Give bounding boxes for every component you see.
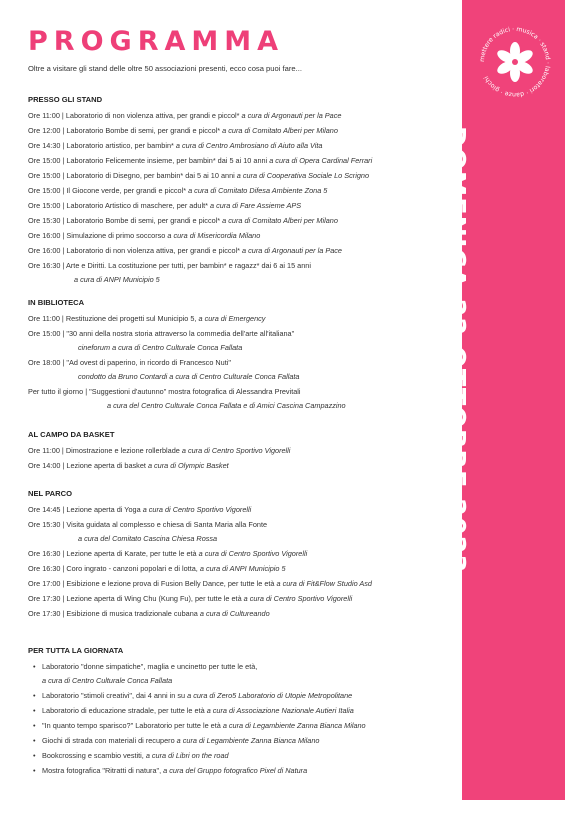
stand-item: Ore 15:00 | Laboratorio Artistico di maschere, per adult* a cura di Fare Assieme APS [28,201,302,210]
parco-item-detail: a cura del Comitato Cascina Chiesa Rossa [78,534,218,543]
section-heading-basket: AL CAMPO DA BASKET [28,430,115,439]
page-title: PROGRAMMA [28,26,285,57]
stand-item: Ore 16:00 | Laboratorio di non violenza attiva, per grandi e piccol* a cura di Argonauti per la Pace [28,246,342,255]
bullet-dot: • [33,751,36,760]
stand-item: Ore 16:30 | Arte e Diritti. La costituzione per tutti, per bambin* e ragazz* dai 6 ai 15 anni [28,261,311,270]
stand-item: Ore 11:00 | Laboratorio di non violenza attiva, per grandi e piccol* a cura di Argonauti per la Pace [28,111,342,120]
parco-item: Ore 14:45 | Lezione aperta di Yoga a cura di Centro Sportivo Vigorelli [28,505,252,514]
giornata-item-detail: a cura di Centro Culturale Conca Fallata [42,676,173,685]
logo-ring-text: mettere radici · musica · stand · laboratori · danze · giochi [478,25,552,99]
basket-item: Ore 11:00 | Dimostrazione e lezione rollerblade a cura di Centro Sportivo Vigorelli [28,446,291,455]
stand-item: Ore 16:00 | Simulazione di primo soccorso a cura di Misericordia Milano [28,231,261,240]
parco-item: Ore 17:30 | Lezione aperta di Wing Chu (Kung Fu), per tutte le età a cura di Centro Sportivo Vigorelli [28,594,353,603]
event-date: DOMENICA 22 OTTOBRE 2023 [440,126,470,574]
parco-item: Ore 17:00 | Esibizione e lezione prova di Fusion Belly Dance, per tutte le età a cura di Fit&Flow Studio Asd [28,579,372,588]
bullet-dot: • [33,766,36,775]
stand-item: Ore 15:00 | Il Giocone verde, per grandi e piccol* a cura di Comitato Difesa Ambiente Zona 5 [28,186,328,195]
stand-item: Ore 14:30 | Laboratorio artistico, per bambin* a cura di Centro Ambrosiano di Aiuto alla Vita [28,141,323,150]
section-heading-parco: NEL PARCO [28,489,73,498]
stand-item-continuation: a cura di ANPI Municipio 5 [74,275,160,284]
event-title [408,126,478,820]
program-column: PROGRAMMA Oltre a visitare gli stand delle oltre 50 associazioni presenti, ecco cosa puoi fare... PRESSO GLI STAND Ore 11:00 | Laboratorio di non violenza attiva, per grandi e piccol* a cura di Argonauti per la Pace Ore 12:00 | Laboratorio Bombe di semi, per grandi e piccol* a cura di Comitato Alberi per Milano Ore 14:30 | Laboratorio artistico, per bambin* a cura di Centro Ambrosiano di Aiuto alla Vita Ore 15:00 | Laboratorio Felicemente insieme, per bambin* dai 5 ai 10 anni a cura di Opera Cardinal Ferrari Ore 15:00 | Laboratorio di Disegno, per bambin* dai 5 ai 10 anni a cura di Cooperativa Sociale Lo Scrigno Ore 15:00 | Il Giocone verde, per grandi e piccol* a cura di Comitato Difesa Ambiente Zona 5 Ore 15:00 | Laboratorio Artistico di maschere, per adult* a cura di Fare Assieme APS Ore 15:30 | Laboratorio Bombe di semi, per grandi e piccol* a cura di Comitato Alberi per Milano Ore 16:00 | Simulazione di primo soccorso a cura di Misericordia Milano Ore 16:00 | Laboratorio di non violenza attiva, per grandi e piccol* a cura di Argonauti per la Pace Ore 16:30 | Arte e Diritti. La costituzione per tutti, per bambin* e ragazz* dai 6 ai 15 anni a cura di ANPI Municipio 5 IN BIBLIOTECA Ore 11:00 | Restituzione dei progetti sul Municipio 5, a cura di Emergency Ore 15:00 | "30 anni della nostra storia attraverso la commedia dell'arte all'italiana" cineforum a cura di Centro Culturale Conca Fallata Ore 18:00 | "Ad ovest di paperino, in ricordo di Francesco Nuti" condotto da Bruno Contardi a cura di Centro Culturale Conca Fallata Per tutto il giorno | "Suggestioni d'autunno" mostra fotografica di Alessandra Previtali a cura del Centro Culturale Conca Fallata e di Amici Cascina Campazzino AL CAMPO DA BASKET Ore 11:00 | Dimostrazione e lezione rollerblade a cura di Centro Sportivo Vigorelli Ore 14:00 | Lezione aperta di basket a cura di Olympic Basket NEL PARCO Ore 14:45 | Lezione aperta di Yoga a cura di Centro Sportivo Vigorelli Ore 15:30 | Visita guidata al complesso e chiesa di Santa Maria alla Fonte a cura del Comitato Cascina Chiesa Rossa Ore 16:30 | Lezione aperta di Karate, per tutte le età a cura di Centro Sportivo Vigorelli Ore 16:30 | Coro ingrato - canzoni popolari e di lotta, a cura di ANPI Municipio 5 Ore 17:00 | Esibizione e lezione prova di Fusion Belly Dance, per tutte le età a cura di Fit&Flow Studio Asd Ore 17:30 | Lezione aperta di Wing Chu (Kung Fu), per tutte le età a cura di Centro Sportivo Vigorelli Ore 17:30 | Esibizione di musica tradizionale cubana a cura di Cultureando PER TUTTA LA GIORNATA • Laboratorio "donne simpatiche", maglia e uncinetto per tutte le età, a cura di Centro Culturale Conca Fallata • Laboratorio "stimoli creativi", dai 4 anni in su a cura di Zero5 Laboratorio di Utopie Metropolitane • Laboratorio di educazione stradale, per tutte le età a cura di Associazione Nazionale Autieri Italia • "In quanto tempo sparisco?" Laboratorio per tutte le età a cura di Legambiente Zanna Bianca Milano • Giochi di strada con materiali di recupero a cura di Legambiente Zanna Bianca Milano • Bookcrossing e scambio vestiti, a cura di Libri on the road • Mostra fotografica "Ritratti di natura", a cura del Gruppo fotografico Pixel di Natura [28,26,373,775]
stand-item: Ore 15:30 | Laboratorio Bombe di semi, per grandi e piccol* a cura di Comitato Alberi per Milano [28,216,338,225]
bullet-dot: • [33,706,36,715]
parco-item: Ore 15:30 | Visita guidata al complesso e chiesa di Santa Maria alla Fonte [28,520,268,529]
bullet-dot: • [33,736,36,745]
biblioteca-item-detail: condotto da Bruno Contardi a cura di Centro Culturale Conca Fallata [78,372,300,381]
biblioteca-item: Ore 18:00 | "Ad ovest di paperino, in ricordo di Francesco Nuti" [28,358,231,367]
bullet-dot: • [33,721,36,730]
stand-item: Ore 12:00 | Laboratorio Bombe di semi, per grandi e piccol* a cura di Comitato Alberi per Milano [28,126,338,135]
parco-item: Ore 17:30 | Esibizione di musica tradizionale cubana a cura di Cultureando [28,609,270,618]
flower-logo-icon [477,24,553,100]
section-heading-stand: PRESSO GLI STAND [28,95,103,104]
basket-item: Ore 14:00 | Lezione aperta di basket a cura di Olympic Basket [28,461,229,470]
event-name: FESTA DELLE ASSOCIAZIONI DEL MUNICIPIO 5 [409,126,439,820]
stand-item: Ore 15:00 | Laboratorio di Disegno, per bambin* dai 5 ai 10 anni a cura di Cooperativa Sociale Lo Scrigno [28,171,370,180]
biblioteca-item-detail: a cura del Centro Culturale Conca Fallata e di Amici Cascina Campazzino [107,401,346,410]
biblioteca-item: Per tutto il giorno | "Suggestioni d'autunno" mostra fotografica di Alessandra Previtali [28,387,301,396]
biblioteca-item-detail: cineforum a cura di Centro Culturale Conca Fallata [78,343,243,352]
parco-item: Ore 16:30 | Lezione aperta di Karate, per tutte le età a cura di Centro Sportivo Vigorelli [28,549,308,558]
section-heading-biblioteca: IN BIBLIOTECA [28,298,85,307]
stand-item: Ore 15:00 | Laboratorio Felicemente insieme, per bambin* dai 5 ai 10 anni a cura di Opera Cardinal Ferrari [28,156,373,165]
bullet-dot: • [33,662,36,671]
intro-text: Oltre a visitare gli stand delle oltre 50 associazioni presenti, ecco cosa puoi fare... [28,64,302,73]
biblioteca-item: Ore 11:00 | Restituzione dei progetti sul Municipio 5, a cura di Emergency [28,314,266,323]
flower-center [512,59,518,65]
bullet-dot: • [33,691,36,700]
section-heading-giornata: PER TUTTA LA GIORNATA [28,646,124,655]
parco-item: Ore 16:30 | Coro ingrato - canzoni popolari e di lotta, a cura di ANPI Municipio 5 [28,564,286,573]
biblioteca-item: Ore 15:00 | "30 anni della nostra storia attraverso la commedia dell'arte all'italiana" [28,329,295,338]
